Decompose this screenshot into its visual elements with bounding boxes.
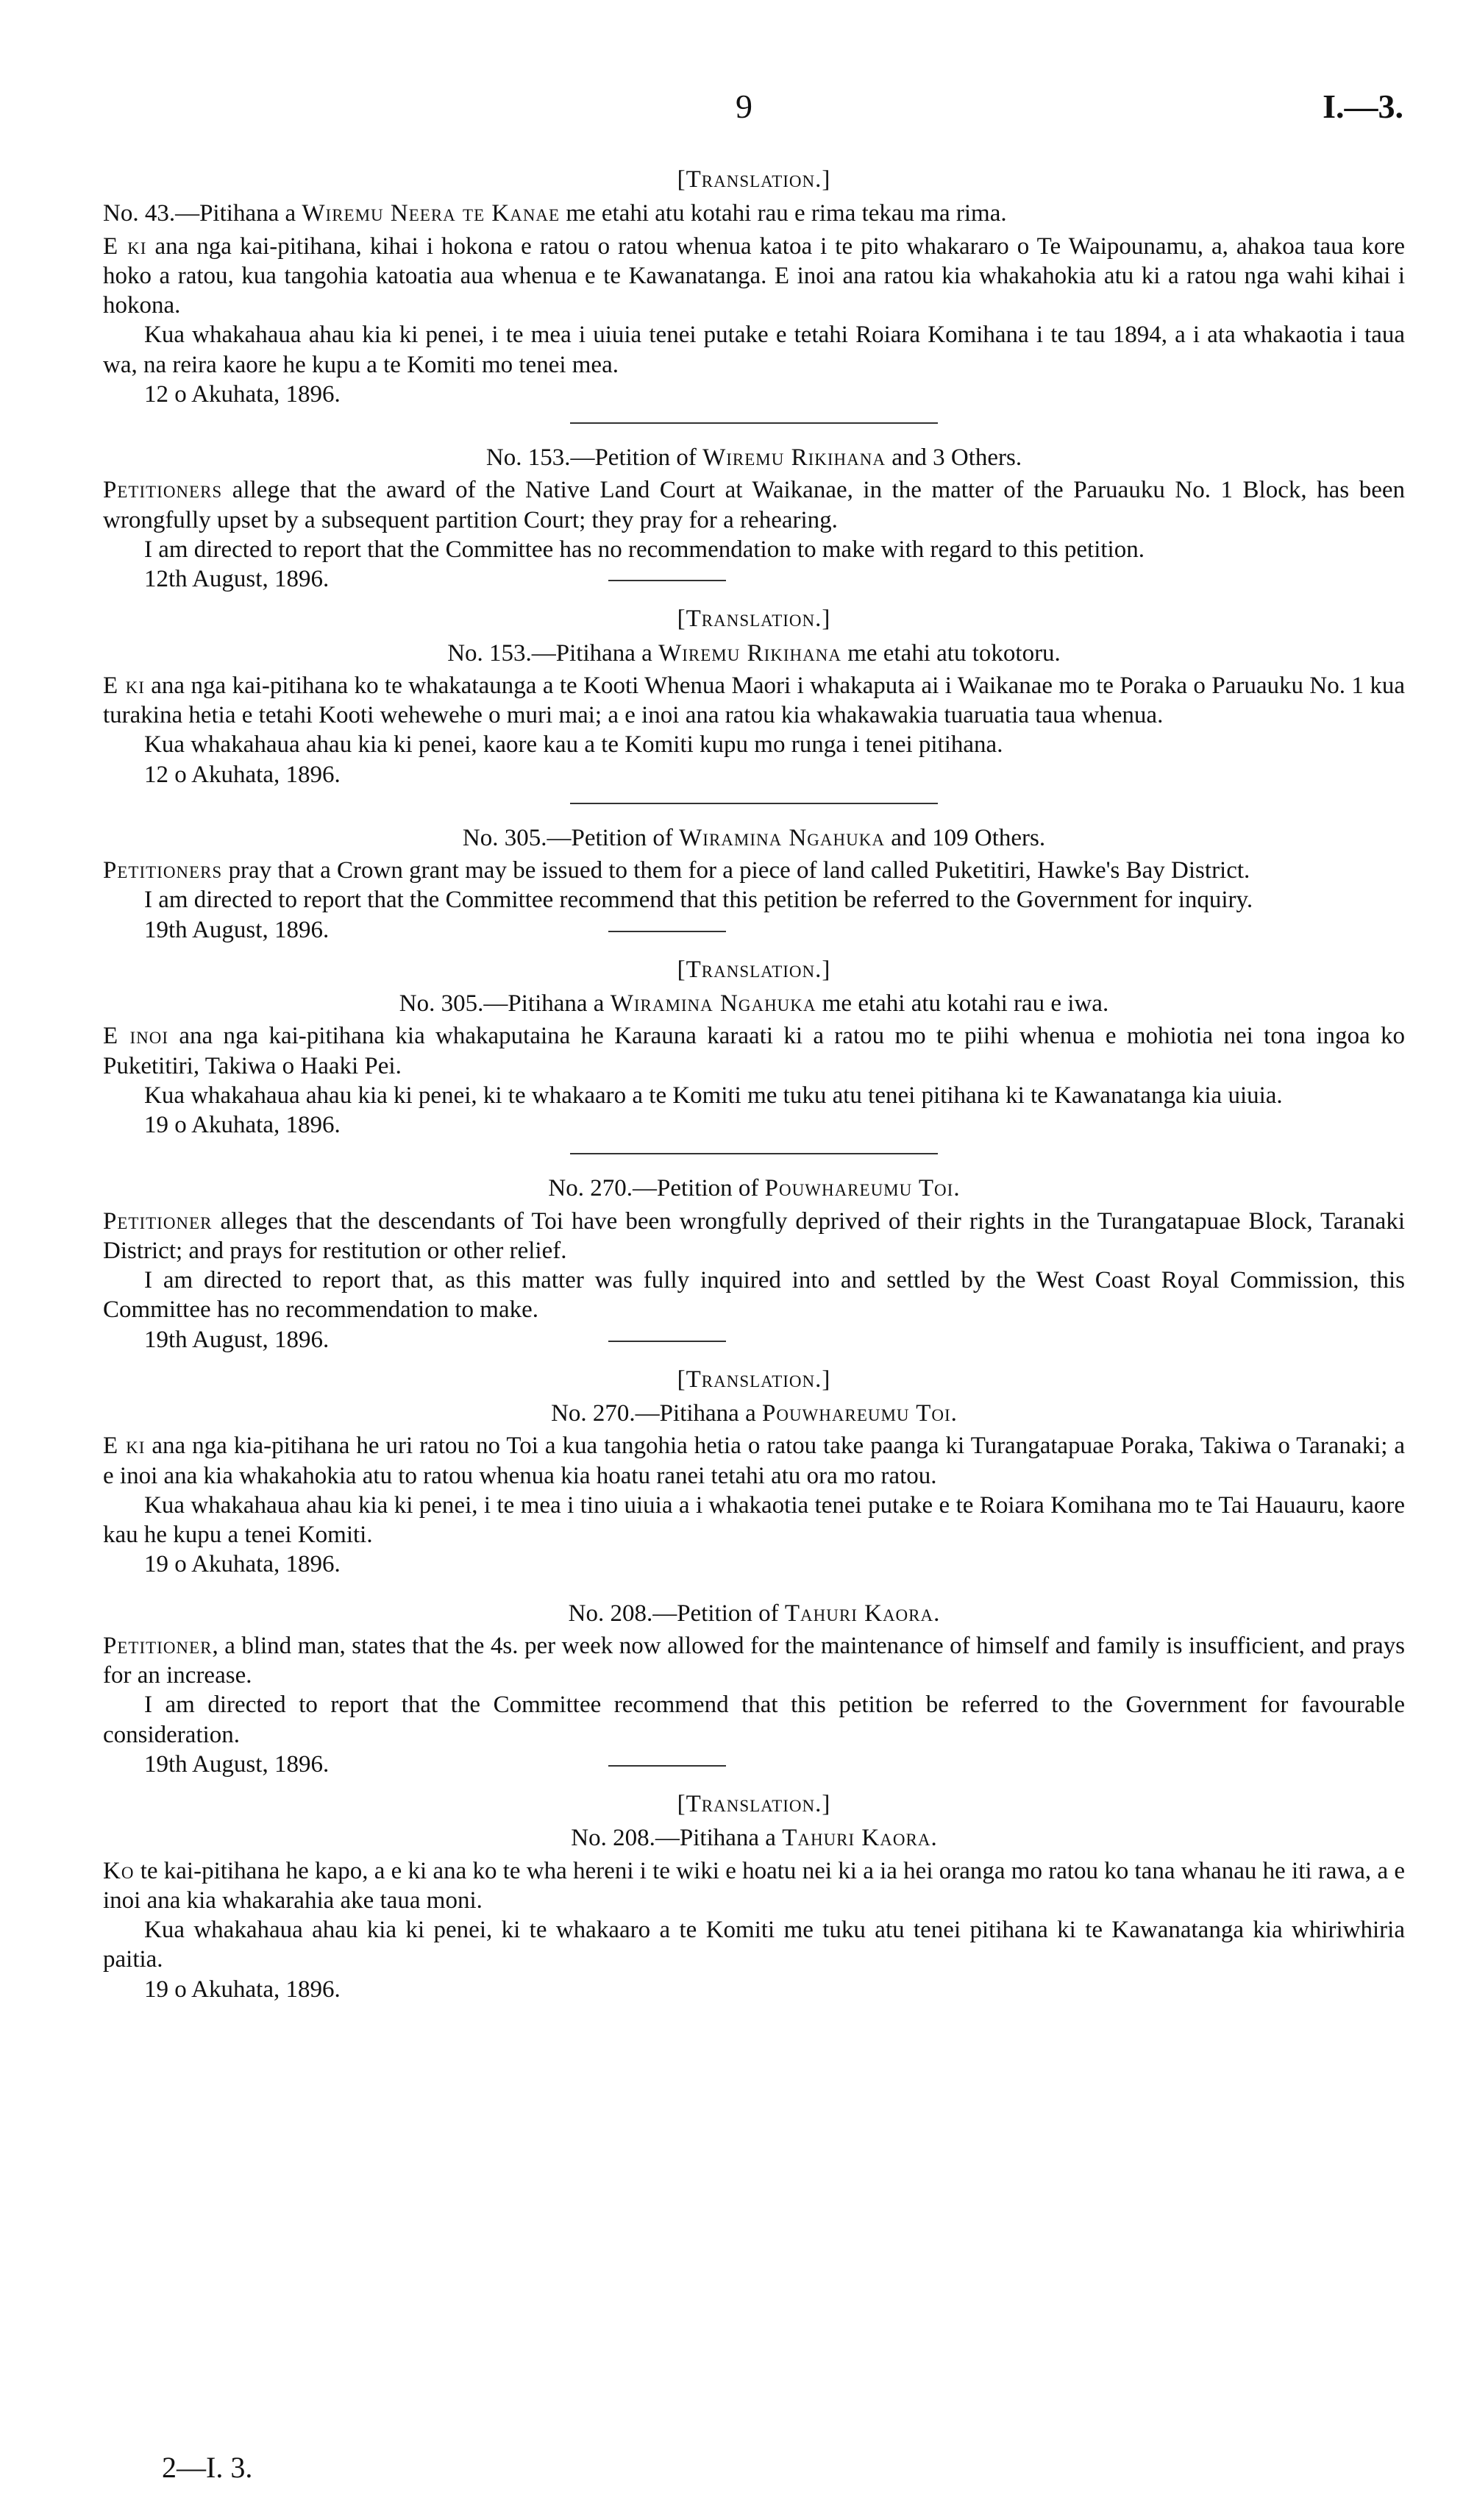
petition-section bbox=[103, 443, 1405, 594]
petition-title: No. 43.—Pitihana a Wiremu Neera te Kanae me etahi atu kotahi rau e rima tekau ma rima. bbox=[103, 200, 1007, 227]
translation-label: [Translation.] bbox=[677, 166, 831, 193]
committee-report: I am directed to report that the Committee recommend that this petition be referred to the Government for favourable consideration. bbox=[103, 1692, 1405, 1748]
petition-section bbox=[103, 604, 1405, 789]
document-reference: I.—3. bbox=[1323, 88, 1403, 125]
section-divider bbox=[570, 803, 938, 804]
petition-statement: E ki ana nga kia-pitihana he uri ratou no Toi a kua tangohia hetia o ratou take paanga ki Turangatapuae Poraka, Takiwa o Taranaki; a e inoi ana kia whakahokia atu to ratou whenua kia hoatu ranei tetahi atu ora mo ratou. bbox=[103, 1433, 1405, 1489]
short-divider bbox=[608, 931, 726, 932]
petition-title: No. 270.—Pitihana a Pouwhareumu Toi. bbox=[551, 1400, 957, 1427]
report-date: 19th August, 1896. bbox=[103, 915, 1405, 945]
report-date: 12th August, 1896. bbox=[103, 564, 1405, 594]
petition-statement: Petitioner, a blind man, states that the 4s. per week now allowed for the maintenance of himself and family is insufficient, and prays for an increase. bbox=[103, 1632, 1405, 1689]
page-signature: 2—I. 3. bbox=[162, 2451, 253, 2484]
petition-section bbox=[103, 1789, 1405, 2004]
document-body bbox=[103, 155, 1405, 2004]
report-date: 19th August, 1896. bbox=[103, 1325, 1405, 1355]
report-date: 19 o Akuhata, 1896. bbox=[144, 1551, 341, 1578]
committee-report: I am directed to report that the Committee recommend that this petition be referred to the Government for inquiry. bbox=[144, 887, 1253, 914]
petition-title: No. 270.—Petition of Pouwhareumu Toi. bbox=[548, 1175, 960, 1202]
petition-title: No. 305.—Petition of Wiramina Ngahuka and 109 Others. bbox=[462, 824, 1046, 851]
translation-label: [Translation.] bbox=[677, 1366, 831, 1393]
report-date: 19 o Akuhata, 1896. bbox=[144, 1976, 341, 2003]
report-date: 19th August, 1896. bbox=[103, 1750, 1405, 1779]
petition-statement: E inoi ana nga kai-pitihana kia whakaputaina he Karauna karaati ki a ratou mo te piihi whenua e mohiotia nei tona ingoa ko Puketitiri, Takiwa o Haaki Pei. bbox=[103, 1023, 1405, 1079]
translation-label: [Translation.] bbox=[677, 606, 831, 633]
report-date: 12 o Akuhata, 1896. bbox=[144, 761, 341, 788]
translation-label: [Translation.] bbox=[677, 1791, 831, 1817]
petition-title: No. 305.—Pitihana a Wiramina Ngahuka me etahi atu kotahi rau e iwa. bbox=[399, 990, 1109, 1017]
petition-section bbox=[103, 1365, 1405, 1580]
petition-statement: E ki ana nga kai-pitihana ko te whakataunga a te Kooti Whenua Maori i whakaputa ai i Waikanae mo te Poraka o Paruauku No. 1 kua turakina hetia e tetahi Kooti wehewehe o muri mai; a e inoi ana ratou kia whakawakia tuaruatia taua whenua. bbox=[103, 672, 1405, 728]
petition-section bbox=[103, 1174, 1405, 1355]
petition-title: No. 208.—Petition of Tahuri Kaora. bbox=[568, 1600, 940, 1627]
report-date: 19 o Akuhata, 1896. bbox=[144, 1112, 341, 1138]
petition-section bbox=[103, 823, 1405, 945]
petition-statement: Petitioner alleges that the descendants of Toi have been wrongfully deprived of their rights in the Turangatapuae Block, Taranaki District; and prays for restitution or other relief. bbox=[103, 1207, 1405, 1264]
committee-report: Kua whakahaua ahau kia ki penei, ki te whakaaro a te Komiti me tuku atu tenei pitihana ki te Kawanatanga kia uiuia. bbox=[144, 1082, 1283, 1109]
committee-report: Kua whakahaua ahau kia ki penei, i te mea i uiuia tenei putake e tetahi Roiara Komihana i te tau 1894, a i ata whakaotia i taua wa, na reira kaore he kupu a te Komiti mo tenei mea. bbox=[103, 322, 1405, 378]
section-divider bbox=[570, 422, 938, 424]
section-divider bbox=[570, 1153, 938, 1154]
petition-statement: E ki ana nga kai-pitihana, kihai i hokona e ratou o ratou whenua katoa i te pito whakararo o Te Waipounamu, a, ahakoa taua kore hoko a ratou, kua tangohia katoatia aua whenua e te Kawanatanga. E inoi ana ratou kia whakahokia atu ki a ratou nga wahi kihai i hokona. bbox=[103, 233, 1405, 319]
petition-section bbox=[103, 1599, 1405, 1780]
petition-section bbox=[103, 165, 1405, 409]
committee-report: Kua whakahaua ahau kia ki penei, i te mea i tino uiuia a i whakaotia tenei putake e te Roiara Komihana mo te Tai Hauauru, kaore kau he kupu a tenei Komiti. bbox=[103, 1491, 1405, 1548]
committee-report: I am directed to report that, as this matter was fully inquired into and settled by the West Coast Royal Commission, this Committee has no recommendation to make. bbox=[103, 1267, 1405, 1324]
page-number: 9 bbox=[736, 88, 752, 125]
short-divider bbox=[608, 1765, 726, 1767]
petition-title: No. 153.—Petition of Wiremu Rikihana and 3 Others. bbox=[485, 444, 1022, 471]
petition-statement: Petitioners allege that the award of the Native Land Court at Waikanae, in the matter of the Paruauku No. 1 Block, has been wrongfully upset by a subsequent partition Court; they pray for a rehearing. bbox=[103, 477, 1405, 533]
committee-report: Kua whakahaua ahau kia ki penei, kaore kau a te Komiti kupu mo runga i tenei pitihana. bbox=[144, 731, 1003, 759]
petition-section bbox=[103, 955, 1405, 1140]
petition-title: No. 153.—Pitihana a Wiremu Rikihana me etahi atu tokotoru. bbox=[447, 639, 1061, 667]
report-date: 12 o Akuhata, 1896. bbox=[144, 380, 341, 408]
petition-statement: Petitioners pray that a Crown grant may be issued to them for a piece of land called Puketitiri, Hawke's Bay District. bbox=[103, 857, 1250, 884]
translation-label: [Translation.] bbox=[677, 956, 831, 983]
page-header bbox=[0, 87, 1477, 131]
short-divider bbox=[608, 1341, 726, 1342]
petition-statement: Ko te kai-pitihana he kapo, a e ki ana ko te wha hereni i te wiki e hoatu nei ki a ia hei oranga mo ratou ko tana whanau he iti rawa, a e inoi ana kia whakarahia ake taua moni. bbox=[103, 1857, 1405, 1914]
committee-report: I am directed to report that the Committee has no recommendation to make with regard to this petition. bbox=[144, 536, 1145, 563]
short-divider bbox=[608, 580, 726, 581]
committee-report: Kua whakahaua ahau kia ki penei, ki te whakaaro a te Komiti me tuku atu tenei pitihana ki te Kawanatanga kia whiriwhiria paitia. bbox=[103, 1917, 1405, 1973]
petition-title: No. 208.—Pitihana a Tahuri Kaora. bbox=[571, 1825, 937, 1852]
